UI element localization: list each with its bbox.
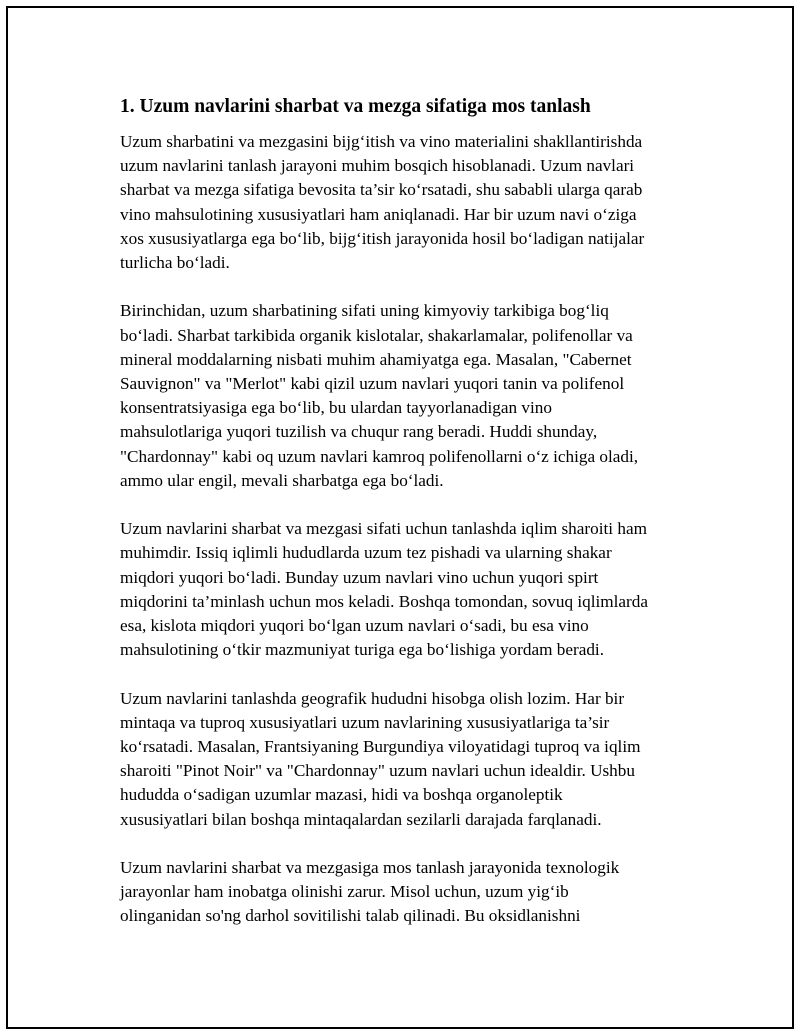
text-line: jarayonlar ham inobatga olinishi zarur. Misol uchun, uzum yig‘ib	[120, 882, 569, 902]
paragraph	[120, 517, 700, 662]
text-line: mahsulotining o‘tkir mazmuniyat turiga ega bo‘lishiga yordam beradi.	[120, 640, 604, 660]
text-line: esa, kislota miqdori yuqori bo‘lgan uzum navlari o‘sadi, bu esa vino	[120, 616, 589, 636]
text-line: miqdori yuqori bo‘ladi. Bunday uzum navlari vino uchun yuqori spirt	[120, 567, 599, 587]
text-line: "Chardonnay" kabi oq uzum navlari kamroq polifenollarni o‘z ichiga oladi,	[120, 446, 639, 466]
text-line: xos xususiyatlarga ega bo‘lib, bijg‘itish jarayonida hosil bo‘ladigan natijalar	[120, 228, 645, 248]
text-line: miqdorini ta’minlash uchun mos keladi. Boshqa tomondan, sovuq iqlimlarda	[120, 591, 648, 611]
paragraph	[120, 687, 700, 832]
text-line: sharoiti "Pinot Noir" va "Chardonnay" uzum navlari uchun idealdir. Ushbu	[120, 761, 635, 781]
text-line: mintaqa va tuproq xususiyatlari uzum navlarining xususiyatlariga ta’sir	[120, 712, 610, 732]
paragraph-list	[120, 130, 700, 929]
paragraph	[120, 130, 700, 275]
text-line: Uzum sharbatini va mezgasini bijg‘itish va vino materialini shakllantirishda	[120, 132, 643, 151]
text-line: Sauvignon" va "Merlot" kabi qizil uzum navlari yuqori tanin va polifenol	[120, 374, 625, 394]
text-line: konsentratsiyasiga ega bo‘lib, bu ulardan tayyorlanadigan vino	[120, 398, 552, 418]
paragraph	[120, 856, 700, 929]
text-line: hududda o‘sadigan uzumlar mazasi, hidi va boshqa organoleptik	[120, 785, 563, 805]
text-line: Uzum navlarini sharbat va mezgasiga mos tanlash jarayonida texnologik	[120, 858, 620, 878]
text-line: Birinchidan, uzum sharbatining sifati uning kimyoviy tarkibiga bog‘liq	[120, 301, 609, 321]
text-line: mahsulotlariga yuqori tuzilish va chuqur rang beradi. Huddi shunday,	[120, 422, 598, 442]
text-line: sharbat va mezga sifatiga bevosita ta’sir ko‘rsatadi, shu sababli ularga qarab	[120, 180, 643, 200]
text-line: muhimdir. Issiq iqlimli hududlarda uzum tez pishadi va ularning shakar	[120, 543, 612, 563]
text-line: bo‘ladi. Sharbat tarkibida organik kislotalar, shakarlamalar, polifenollar va	[120, 325, 633, 345]
text-line: xususiyatlari bilan boshqa mintaqalardan sezilarli darajada farqlanadi.	[120, 809, 602, 829]
text-line: turlicha bo‘ladi.	[120, 253, 230, 273]
text-line: mineral moddalarning nisbati muhim ahamiyatga ega. Masalan, "Cabernet	[120, 349, 632, 369]
document-page	[6, 6, 794, 1029]
text-line: Uzum navlarini sharbat va mezgasi sifati uchun tanlashda iqlim sharoiti ham	[120, 519, 647, 539]
text-line: ko‘rsatadi. Masalan, Frantsiyaning Burgundiya viloyatidagi tuproq va iqlim	[120, 737, 641, 757]
text-line: ammo ular engil, mevali sharbatga ega bo‘ladi.	[120, 470, 444, 490]
paragraph	[120, 299, 700, 493]
text-line: vino mahsulotining xususiyatlari ham aniqlanadi. Har bir uzum navi o‘ziga	[120, 204, 637, 224]
text-line: Uzum navlarini tanlashda geografik hududni hisobga olish lozim. Har bir	[120, 688, 625, 708]
section-heading: 1. Uzum navlarini sharbat va mezga sifatiga mos tanlash	[120, 96, 591, 117]
text-line: olinganidan so'ng darhol sovitilishi talab qilinadi. Bu oksidlanishni	[120, 906, 581, 926]
document-body	[120, 94, 700, 953]
text-line: uzum navlarini tanlash jarayoni muhim bosqich hisoblanadi. Uzum navlari	[120, 156, 635, 176]
